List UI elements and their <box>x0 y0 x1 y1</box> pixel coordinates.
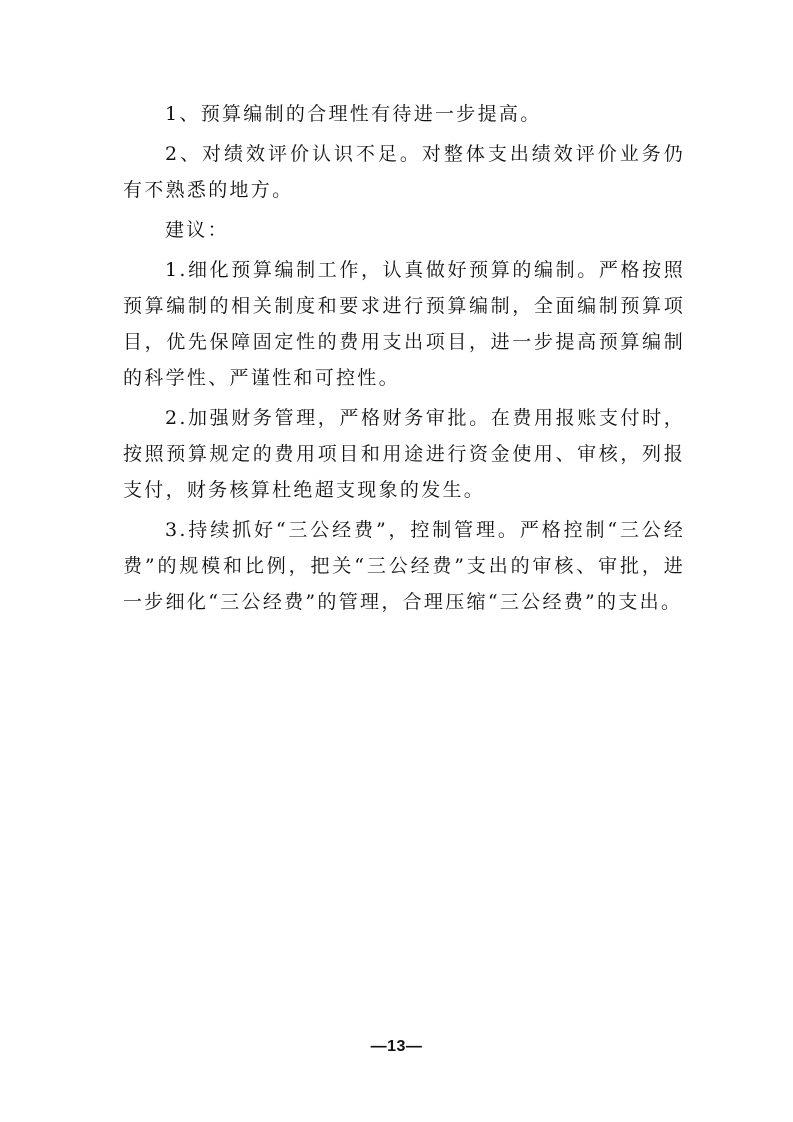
paragraph-issue-2: 2、对绩效评价认识不足。对整体支出绩效评价业务仍有不熟悉的地方。 <box>123 143 685 201</box>
paragraph-suggestion-3: 3.持续抓好“三公经费”，控制管理。严格控制“三公经费”的规模和比例，把关“三公经费”支出的审核、审批，进一步细化“三公经费”的管理，合理压缩“三公经费”的支出。 <box>123 519 685 613</box>
document-body <box>123 96 685 620</box>
paragraph-suggestions-heading: 建议： <box>165 219 229 241</box>
paragraph-suggestion-1: 1.细化预算编制工作，认真做好预算的编制。严格按照预算编制的相关制度和要求进行预算编制，全面编制预算项目，优先保障固定性的费用支出项目，进一步提高预算编制的科学性、严谨性和可控性。 <box>123 259 685 389</box>
paragraph-issue-1: 1、预算编制的合理性有待进一步提高。 <box>165 103 542 125</box>
paragraph-suggestion-2: 2.加强财务管理，严格财务审批。在费用报账支付时，按照预算规定的费用项目和用途进行资金使用、审核，列报支付，财务核算杜绝超支现象的发生。 <box>123 407 685 501</box>
page-number: —13— <box>370 1038 423 1055</box>
